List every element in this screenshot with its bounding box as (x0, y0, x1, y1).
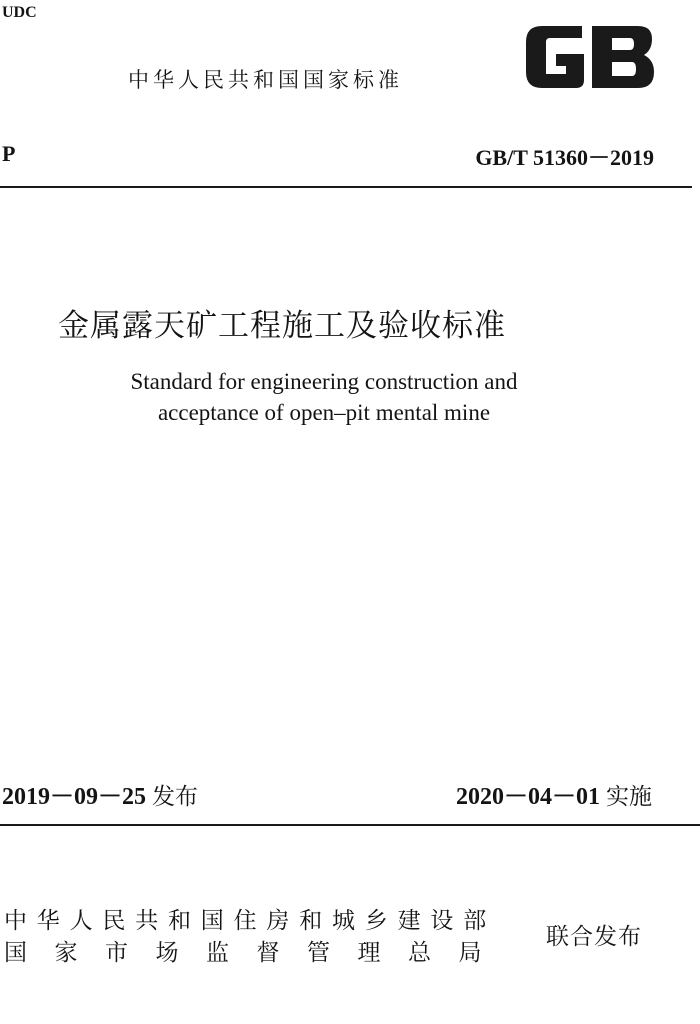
issue-date-row (2, 776, 198, 811)
standard-title-english (0, 366, 648, 428)
implementation-date: 2020－04－01 (456, 784, 600, 810)
issuer-administration: 国家市场监督管理总局 (4, 940, 509, 966)
joint-issue-label: 联合发布 (546, 924, 642, 950)
standard-title-chinese: 金属露天矿工程施工及验收标准 (58, 308, 506, 344)
issuer-ministry: 中华人民共和国住房和城乡建设部 (4, 908, 496, 934)
issue-label: 发布 (152, 784, 198, 810)
implementation-date-row (456, 776, 652, 811)
title-english-line1: Standard for engineering construction and (130, 369, 518, 394)
title-english-line2: acceptance of open–pit mental mine (157, 400, 491, 425)
udc-label: UDC (2, 4, 37, 21)
implementation-label: 实施 (606, 784, 652, 810)
gb-logo (520, 20, 658, 94)
footer-divider (0, 824, 700, 826)
category-code: P (2, 141, 16, 166)
issue-date: 2019－09－25 (2, 784, 146, 810)
national-standard-title: 中华人民共和国国家标准 (128, 68, 403, 92)
header-divider (0, 186, 692, 188)
standard-number: GB/T 51360－2019 (475, 145, 654, 170)
